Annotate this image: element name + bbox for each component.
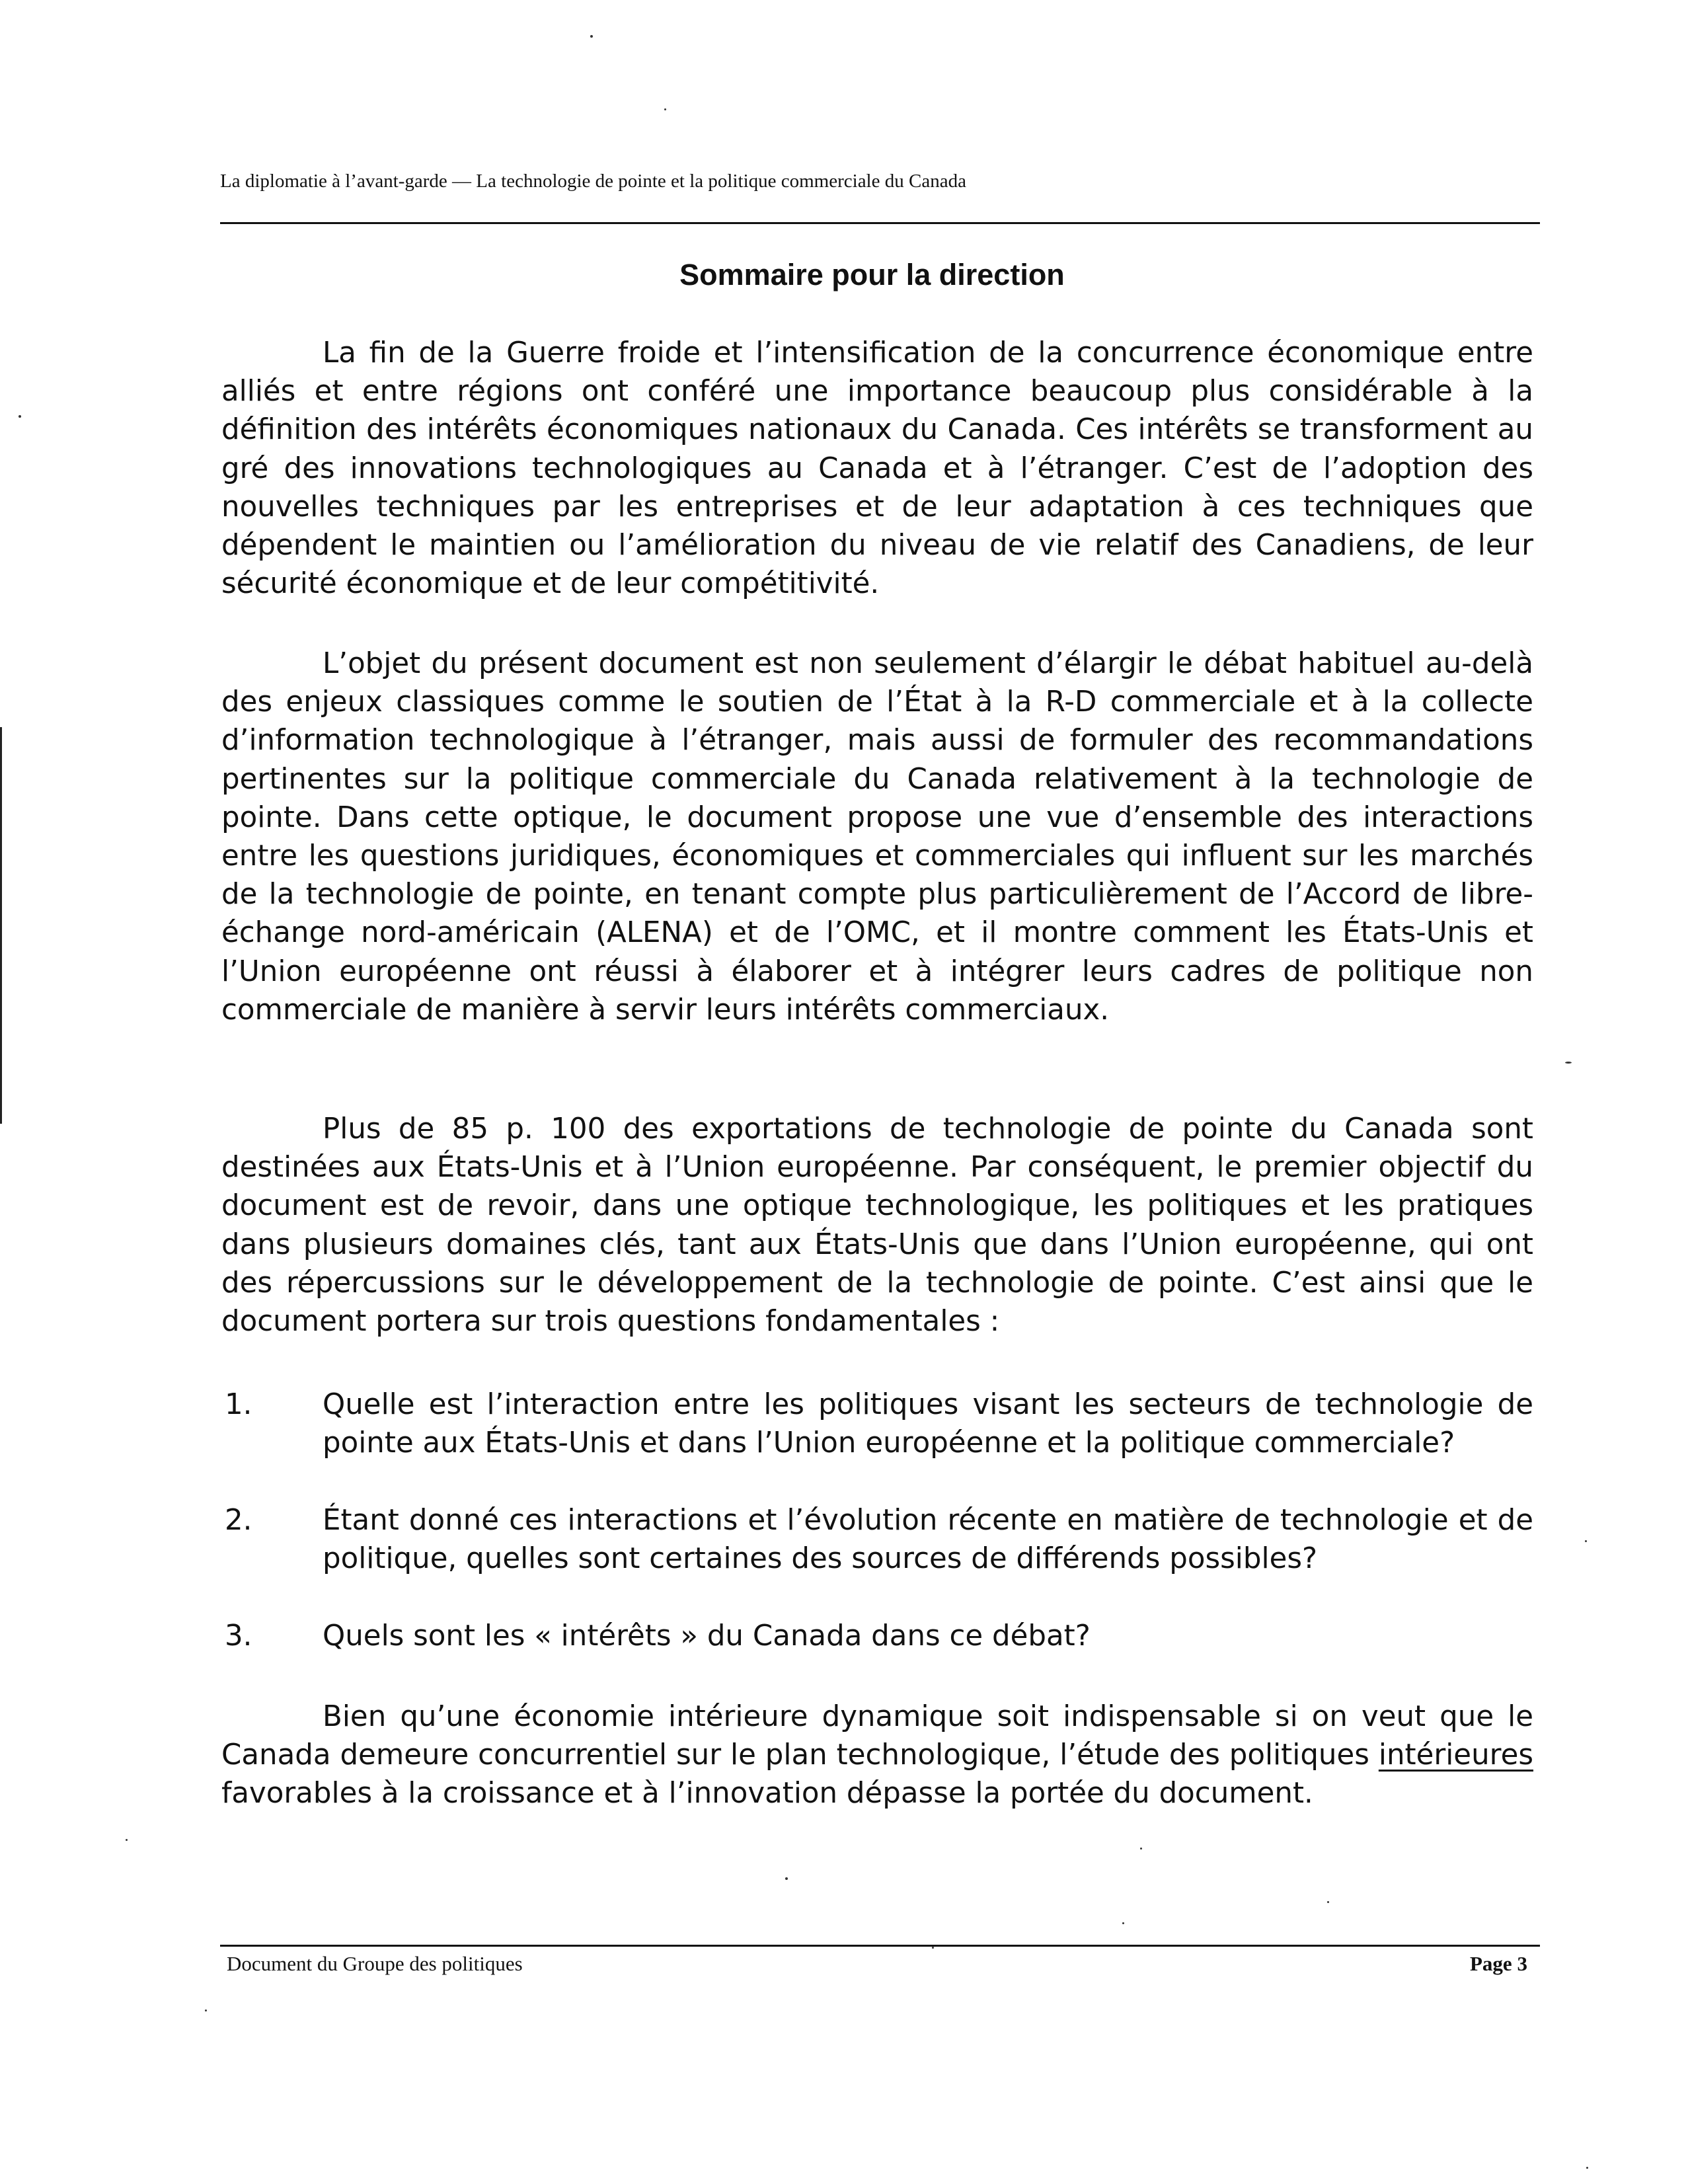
scan-edge-mark (0, 727, 2, 1124)
footer-document-label: Document du Groupe des politiques (227, 1952, 523, 1975)
paragraph-3: Plus de 85 p. 100 des exportations de technologie de pointe du Canada sont destinées aux États-Unis et à l’Union européenne. Par conséquent, le premier objectif du document est de revoir, dans une optique technologique, les politiques et les pratiques dans plusieurs domaines clés, tant aux États-Unis que dans l’Union européenne, qui ont des répercussions sur le développement de la technologie de pointe. C’est ainsi que le document portera sur trois questions fondamentales : (221, 1112, 1533, 1339)
scan-speck (205, 2009, 207, 2011)
scan-speck (1122, 1922, 1124, 1924)
scan-speck (785, 1877, 788, 1880)
scan-speck (1140, 1848, 1142, 1850)
page-title: Sommaire pour la direction (679, 258, 1065, 292)
scan-speck (1585, 1540, 1587, 1542)
paragraph-1: La fin de la Guerre froide et l’intensification de la concurrence économique entre alliés et entre régions ont conféré une importance beaucoup plus considérable à la définition des intérêts économiques nationaux du Canada. Ces intérêts se transforment au gré des innovations technologiques au Canada et à l’étranger. C’est de l’adoption des nouvelles techniques par les entreprises et de leur adaptation à ces techniques que dépendent le maintien ou l’amélioration du niveau de vie relatif des Canadiens, de leur sécurité économique et de leur compétitivité. (221, 336, 1533, 601)
footer-page-number: Page 3 (1470, 1952, 1527, 1975)
question-text: Quels sont les « intérêts » du Canada dans ce débat? (323, 1619, 1091, 1653)
running-header: La diplomatie à l’avant-garde — La technologie de pointe et la politique commerciale du Canada (220, 171, 966, 192)
question-text: Étant donné ces interactions et l’évolution récente en matière de technologie et de politique, quelles sont certaines des sources de différends possibles? (323, 1504, 1533, 1576)
scan-speck (932, 1947, 934, 1949)
scan-speck (1327, 1901, 1329, 1903)
paragraph-2: L’objet du présent document est non seulement d’élargir le débat habituel au-delà des enjeux classiques comme le soutien de l’État à la R-D commerciale et à la collecte d’information technologique à l’étranger, mais aussi de formuler des recommandations pertinentes sur la politique commerciale du Canada relativement à la technologie de pointe. Dans cette optique, le document propose une vue d’ensemble des interactions entre les questions juridiques, économiques et commerciales qui influent sur les marchés de la technologie de pointe, en tenant compte plus particulièrement de l’Accord de libre-échange nord-américain (ALENA) et de l’OMC, et il montre comment les États-Unis et l’Union européenne ont réussi à élaborer et à intégrer leurs cadres de politique non commerciale de manière à servir leurs intérêts commerciaux. (221, 647, 1533, 1027)
question-number: 1. (225, 1388, 252, 1421)
scan-speck (664, 108, 666, 110)
scan-speck (19, 415, 21, 418)
scan-speck (126, 1839, 128, 1841)
footer-rule (220, 1945, 1540, 1947)
question-text: Quelle est l’interaction entre les politiques visant les secteurs de technologie de pointe aux États-Unis et dans l’Union européenne et la politique commerciale? (323, 1388, 1533, 1460)
closing-text-before: Bien qu’une économie intérieure dynamique soit indispensable si on veut que le Canada demeure concurrentiel sur le plan technologique, l’étude des politiques (221, 1700, 1533, 1772)
question-number: 3. (225, 1619, 252, 1653)
scan-speck (590, 35, 593, 38)
header-rule (220, 222, 1540, 224)
closing-text-after: favorables à la croissance et à l’innovation dépasse la portée du document. (221, 1777, 1313, 1811)
closing-underlined-word: intérieures (1378, 1738, 1533, 1772)
question-number: 2. (225, 1504, 252, 1537)
scan-speck (1565, 1062, 1572, 1064)
scan-speck (1586, 2167, 1588, 2169)
paragraph-closing (221, 1697, 1533, 1813)
